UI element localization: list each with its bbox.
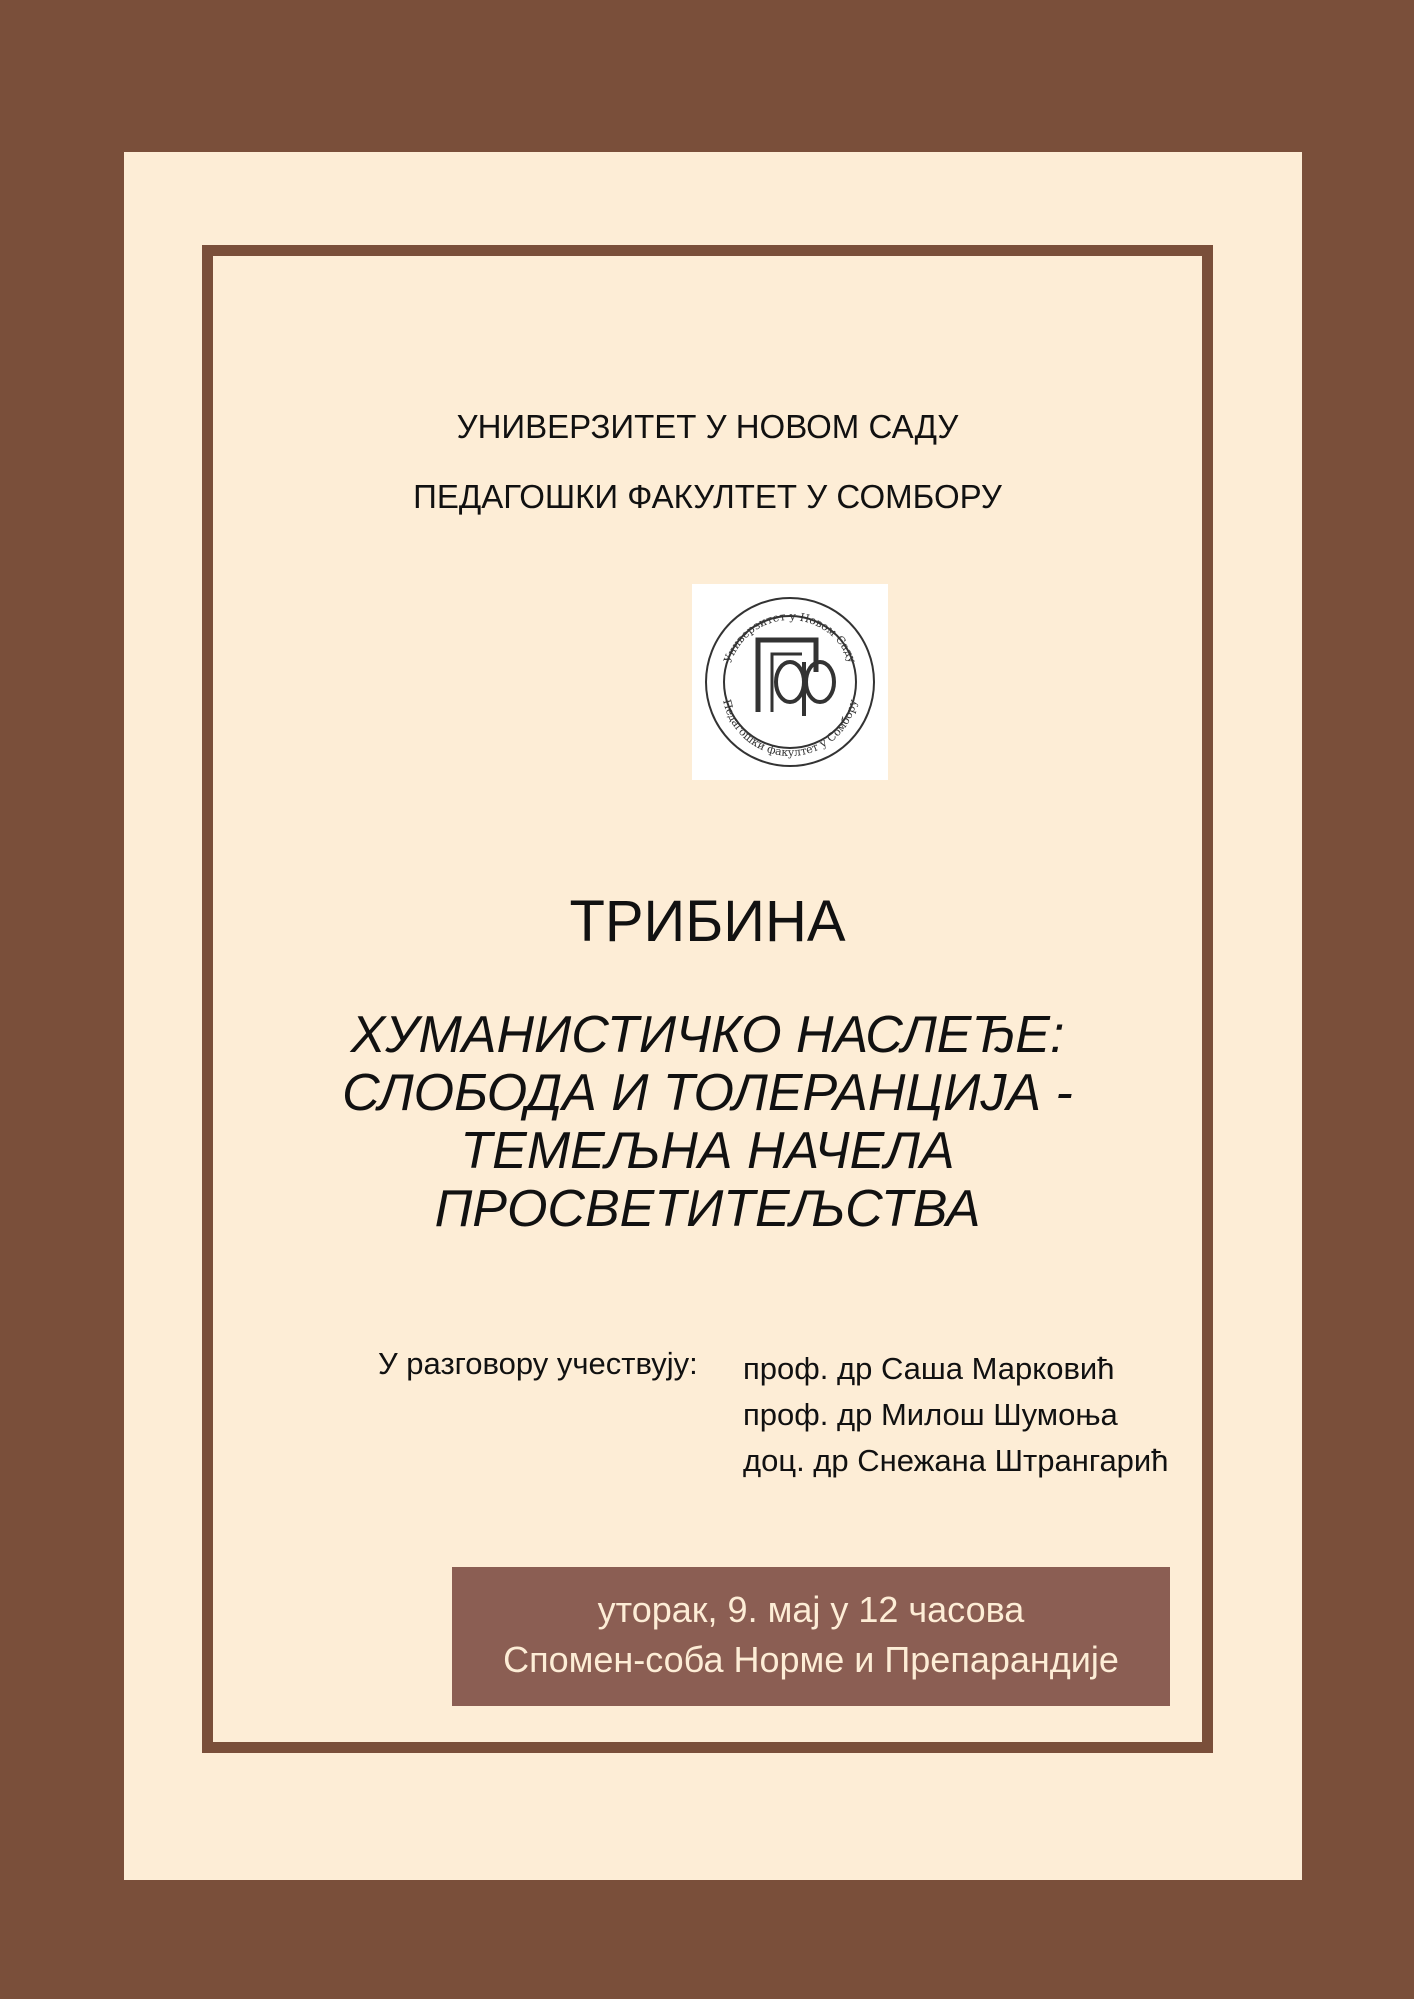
event-title-line: ТЕМЕЉНА НАЧЕЛА	[460, 1122, 955, 1180]
university-name: УНИВЕРЗИТЕТ У НОВОМ САДУ	[456, 408, 959, 445]
event-venue: Спомен-соба Норме и Препарандије	[503, 1639, 1119, 1680]
poster-paper	[124, 152, 1302, 1880]
faculty-seal-icon	[692, 584, 888, 780]
participant-name: проф. др Милош Шумоња	[743, 1397, 1118, 1432]
event-title-line: СЛОБОДА И ТОЛЕРАНЦИЈА -	[342, 1064, 1073, 1122]
faculty-name: ПЕДАГОШКИ ФАКУЛТЕТ У СОМБОРУ	[413, 478, 1002, 515]
decorative-frame	[202, 245, 1213, 1753]
event-type: ТРИБИНА	[569, 889, 846, 954]
event-title-line: ХУМАНИСТИЧКО НАСЛЕЂЕ:	[350, 1006, 1065, 1064]
event-title	[213, 1006, 1202, 1238]
event-title-line: ПРОСВЕТИТЕЉСТВА	[434, 1180, 981, 1238]
event-datetime: уторак, 9. мај у 12 часова	[597, 1589, 1025, 1630]
svg-text:Педагошки факултет у Сомбору: Педагошки факултет у Сомбору	[720, 698, 860, 760]
participants-label: У разговору учествују:	[378, 1346, 698, 1381]
participant-name: проф. др Саша Марковић	[743, 1351, 1115, 1386]
participant-name: доц. др Снежана Штрангарић	[743, 1443, 1169, 1478]
svg-text:Универзитет у Новом Саду: Универзитет у Новом Саду	[721, 609, 859, 665]
participants-list	[743, 1346, 1168, 1484]
event-details-banner	[452, 1567, 1170, 1706]
